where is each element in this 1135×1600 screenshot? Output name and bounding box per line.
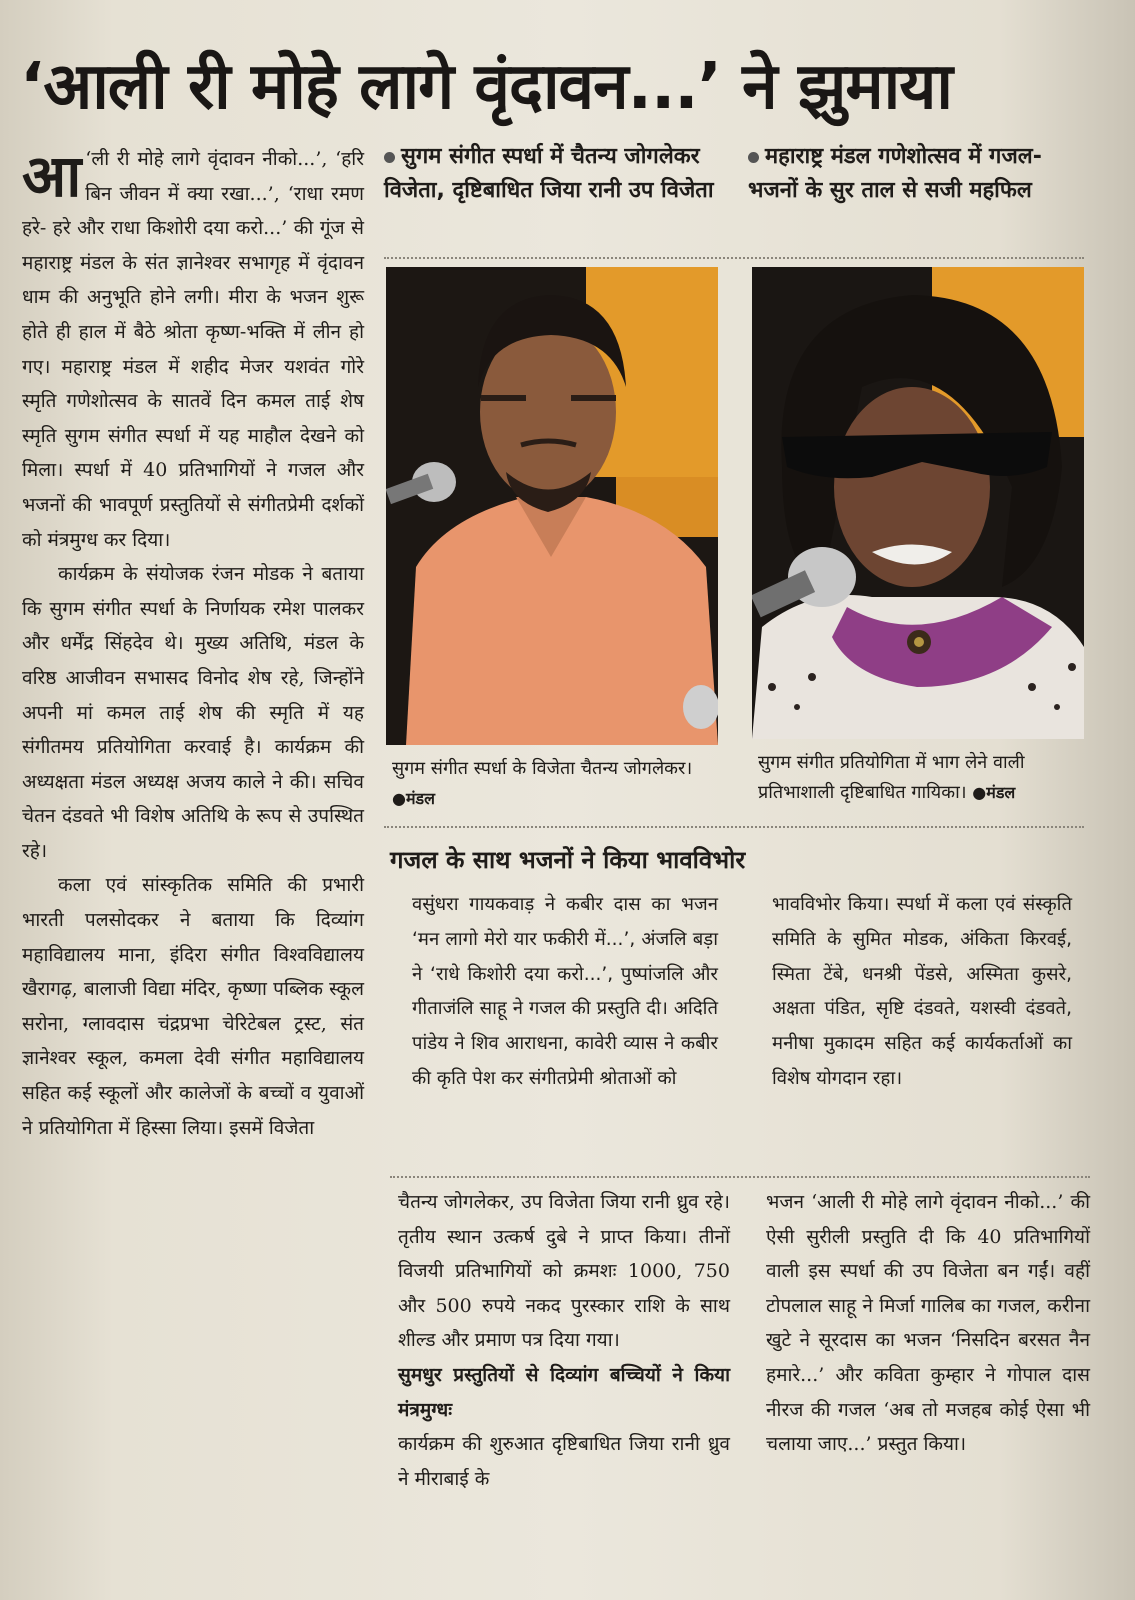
photo-winner-illustration [386, 267, 718, 745]
article-column-3 [766, 1185, 1090, 1462]
caption-runner-up [758, 748, 1088, 808]
caption-runner-up-text: सुगम संगीत प्रतियोगिता में भाग लेने वाली प्रतिभाशाली दृष्टिबाधित गायिका। [758, 752, 1025, 803]
paragraph-1-text: ‘ली री मोहे लागे वृंदावन नीको...’, ‘हरि बिन जीवन में क्या रखा...’, ‘राधा रमण हरे- हरे और राधा किशोरी दया करो...’ की गूंज से महाराष्ट्र मंडल के संत ज्ञानेश्वर सभागृह में वृंदावन धाम की अनुभूति होने लगी। मीरा के भजन शुरू होते ही हाल में बैठे श्रोता कृष्ण-भक्ति में लीन हो गए। महाराष्ट्र मंडल में शहीद मेजर यशवंत गोरे स्मृति गणेशोत्सव के सातवें दिन कमल ताई शेष स्मृति सुगम संगीत स्पर्धा में यह माहौल देखने को मिला। स्पर्धा में 40 प्रतिभागियों ने गजल और भजनों की भावपूर्ण प्रस्तुतियों से संगीतप्रेमी दर्शकों को मंत्रमुग्ध कर दिया। [22, 148, 364, 551]
paragraph-result: चैतन्य जोगलेकर, उप विजेता जिया रानी ध्रुव रहे। तृतीय स्थान उत्कर्ष दुबे ने प्राप्त किया। तीनों विजयी प्रतिभागियों को क्रमशः 1000, 750 और 500 रुपये नकद पुरस्कार राशि के साथ शील्ड और प्रमाण पत्र दिया गया। [398, 1191, 730, 1352]
deck-bullet-1-text: सुगम संगीत स्पर्धा में चैतन्य जोगलेकर विजेता, दृष्टिबाधित जिया रानी उप विजेता [384, 144, 714, 203]
divider [390, 1176, 1090, 1178]
photo-credit: ●मंडल [392, 789, 435, 808]
paragraph-2: कार्यक्रम के संयोजक रंजन मोडक ने बताया कि सुगम संगीत स्पर्धा के निर्णायक रमेश पालकर और धर्मेंद्र सिंहदेव थे। मुख्य अतिथि, मंडल के वरिष्ठ आजीवन सभासद विनोद शेष रहे, जिन्होंने अपनी मां कमल ताई शेष की स्मृति में यह संगीतमय प्रतियोगिता करवाई है। कार्यक्रम की अध्यक्षता मंडल अध्यक्ष अजय काले ने की। सचिव चेतन दंडवते भी विशेष अतिथि के रूप से उपस्थित रहे। [22, 563, 364, 862]
article-column-2 [398, 1185, 730, 1496]
deck-bullet-2-text: महाराष्ट्र मंडल गणेशोत्सव में गजल- भजनों के सुर ताल से सजी महफिल [748, 144, 1042, 203]
headline: ‘आली री मोहे लागे वृंदावन...’ ने झुमाया [20, 50, 952, 124]
paragraph-1 [22, 142, 364, 557]
paragraph-start: कार्यक्रम की शुरुआत दृष्टिबाधित जिया रानी ध्रुव ने मीराबाई के [398, 1433, 730, 1490]
deck-bullet-2 [748, 140, 1068, 208]
divider [384, 257, 1084, 259]
caption-winner-text: सुगम संगीत स्पर्धा के विजेता चैतन्य जोगलेकर। [392, 758, 693, 779]
drop-cap: आ [22, 142, 82, 210]
photo-runner-up-illustration [752, 267, 1084, 739]
box-column-2: भावविभोर किया। स्पर्धा में कला एवं संस्कृति समिति के सुमित मोडक, अंकिता किरवई, स्मिता टेंबे, धनश्री पेंडसे, अस्मिता कुसरे, अक्षता पंडित, सृष्टि दंडवते, यशस्वी दंडवते, मनीषा मुकादम सहित कई कार्यकर्ताओं का विशेष योगदान रहा। [772, 894, 1072, 1089]
bullet-dot-icon [748, 152, 759, 163]
box-column-1: वसुंधरा गायकवाड़ ने कबीर दास का भजन ‘मन लागो मेरो यार फकीरी में...’, अंजलि बड़ा ने ‘राधे किशोरी दया करो...’, पुष्पांजलि और गीताजंलि साहू ने गजल की प्रस्तुति दी। अदिति पांडेय ने शिव आराधना, कावेरी व्यास ने कबीर की कृति पेश कर संगीतप्रेमी श्रोताओं को [412, 894, 718, 1089]
deck-bullet-1 [384, 140, 714, 208]
sub-headline: गजल के साथ भजनों ने किया भावविभोर [390, 846, 746, 874]
paragraph-3: कला एवं सांस्कृतिक समिति की प्रभारी भारती पलसोदकर ने बताया कि दिव्यांग महाविद्यालय माना, इंदिरा संगीत विश्वविद्यालय खैरागढ़, बालाजी विद्या मंदिर, कृष्णा पब्लिक स्कूल सरोना, ग्लावदास चंद्रप्रभा चेरिटेबल ट्रस्ट, संत ज्ञानेश्वर स्कूल, कमला देवी संगीत महाविद्यालय सहित कई स्कूलों और कालेजों के बच्चों व युवाओं ने प्रतियोगिता में हिस्सा लिया। इसमें विजेता [22, 874, 364, 1139]
divider [384, 826, 1084, 828]
paragraph-performances: भजन ‘आली री मोहे लागे वृंदावन नीको...’ की ऐसी सुरीली प्रस्तुति दी कि 40 प्रतिभागियों वाली इस स्पर्धा की उप विजेता बन गईं। वहीं टोपलाल साहू ने मिर्जा गालिब का गजल, करीना खुटे ने सूरदास का भजन ‘निसदिन बरसत नैन हमारे...’ और कविता कुम्हार ने गोपाल दास नीरज की गजल ‘अब तो मजहब कोई ऐसा भी चलाया जाए...’ प्रस्तुत किया। [766, 1191, 1090, 1456]
photo-credit: ●मंडल [972, 783, 1016, 802]
bullet-dot-icon [384, 152, 395, 163]
photo-runner-up [752, 267, 1084, 739]
article-column-1 [22, 142, 364, 1145]
section-subhead: सुमधुर प्रस्तुतियों से दिव्यांग बच्चियों ने किया मंत्रमुग्धः [398, 1363, 730, 1421]
photo-winner [386, 267, 718, 745]
caption-winner [392, 754, 722, 814]
